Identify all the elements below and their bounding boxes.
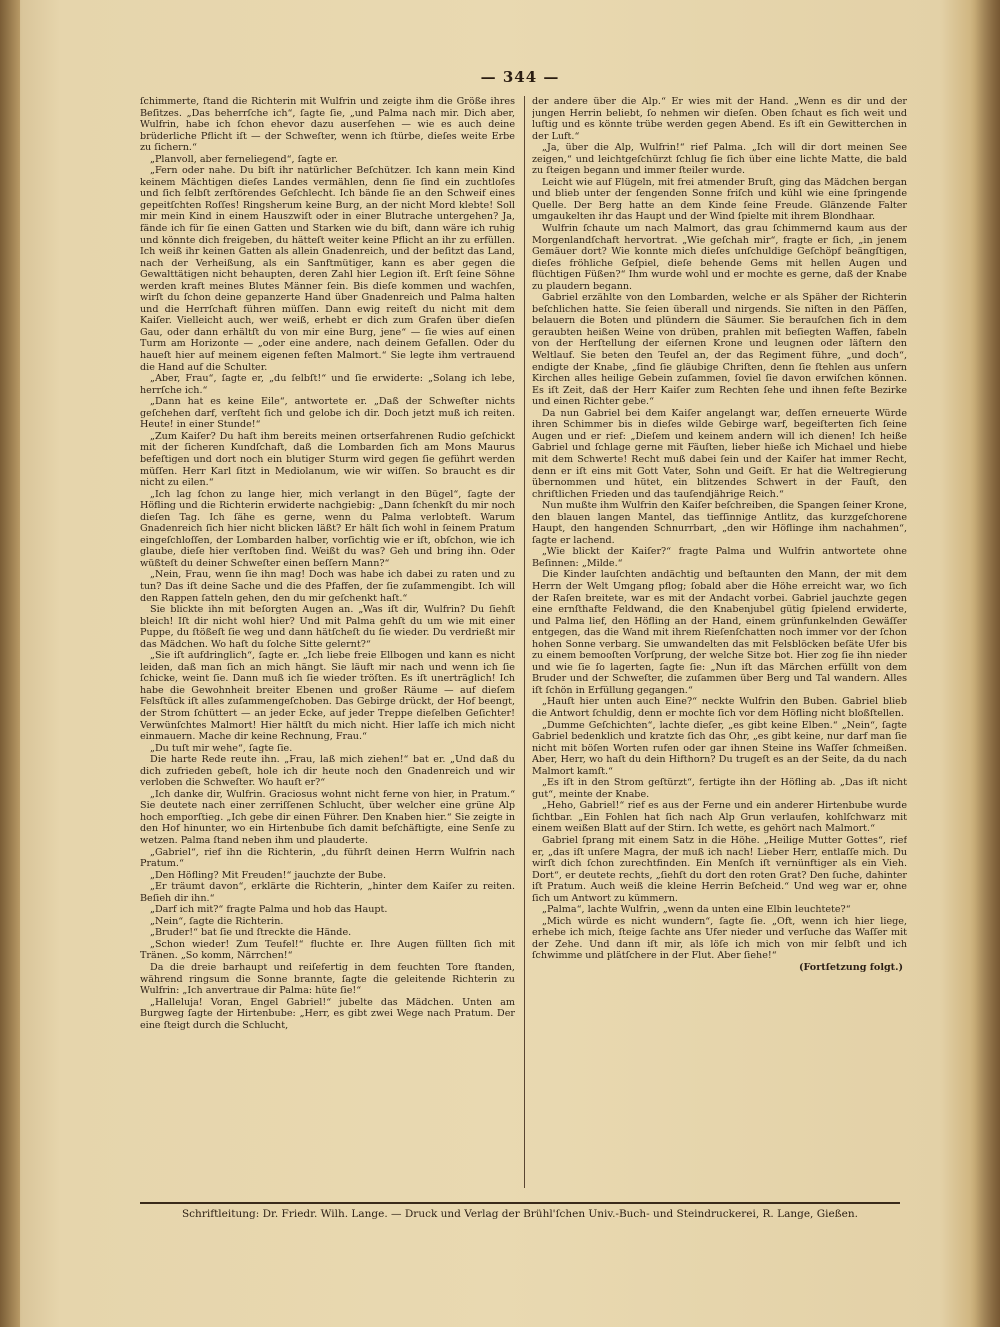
imprint-line: Schriftleitung: Dr. Friedr. Wilh. Lange. — Druck und Verlag der Brühl'ſchen Univ.-Buch- und Steindruckerei, R. Lange, Gießen. <box>181 1208 858 1220</box>
paragraph: „Heho, Gabriel!“ rief es aus der Ferne und ein anderer Hirtenbube wurde ſichtbar. „Ein Fohlen hat ſich nach Alp Grun verlaufen, kohlſchwarz mit einem weißen Blatt auf der Stirn. Ich wette, es gehört nach Malmort.“ <box>532 800 907 835</box>
paragraph: Leicht wie auf Flügeln, mit frei atmender Bruſt, ging das Mädchen bergan und blieb unter der ſengenden Sonne friſch und kühl wie eine ſpringende Quelle. Der Berg hatte an dem Kinde ſeine Freude. Glänzende Falter umgaukelten ihr das Haupt und der Wind ſpielte mit ihrem Blondhaar. <box>532 176 907 223</box>
paragraph: „Darf ich mit?“ fragte Palma und hob das Haupt. <box>150 904 388 916</box>
paragraph: „Gabriel“, rief ihn die Richterin, „du führſt deinen Herrn Wulfrin nach Pratum.“ <box>140 846 515 870</box>
paragraph: „Er träumt davon“, erklärte die Richterin, „hinter dem Kaiſer zu reiten. Beſieh dir ihn.“ <box>140 881 515 904</box>
paragraph: „Zum Kaiſer? Du haſt ihm bereits meinen ortserfahrenen Rudio geſchickt mit der ſicheren Kundſchaft, daß die Lombarden ſich am Mons Maurus befeſtigen und dort noch ein blutiger Sturm wird gegen ſie geführt werden müſſen. Herr Karl ſitzt in Mediolanum, wie wir wiſſen. So braucht es dir nicht zu eilen.“ <box>140 430 515 489</box>
paragraph: „Halleluja! Voran, Engel Gabriel!“ jubelte das Mädchen. Unten am Burgweg ſagte der Hirtenbube: „Herr, es gibt zwei Wege nach Pratum. Der eine ſteigt durch die Schlucht, <box>140 996 515 1031</box>
paragraph: „Sie iſt aufdringlich“, ſagte er. „Ich liebe freie Ellbogen und kann es nicht leiden, daß man ſich an mich hängt. Sie läuft mir nach und wenn ich ſie ſchicke, weint ſie. Dann muß ich ſie wieder tröſten. Es iſt unerträglich! Ich habe die Gewohnheit breiter Ebenen und großer Räume — auf dieſem Felsſtück iſt alles zuſammengeſchoben. Das Gebirge drückt, der Hof beengt, der Strom ſchüttert — an jeder Ecke, auf jeder Treppe dieſelben Geſichter! Verwünſchtes Malmort! Hier hältſt du mich nicht. Hier laſſe ich mich nicht einmauern. Mache dir keine Rechnung, Frau.“ <box>140 650 515 743</box>
paragraph: Die Kinder lauſchten andächtig und beſtaunten den Mann, der mit dem Herrn der Welt Umgang pflog; ſobald aber die Höhe erreicht war, wo ſich der Raſen breitete, war es mit der Andacht vorbei. Gabriel jauchzte gegen eine ernſthafte Feldwand, die den Knabenjubel gütig ſpielend erwiderte, und Palma lief, den Höfling an der Hand, einem grünfunkelnden Gewäſſer entgegen, das die Wand mit ihrem Rieſenſchatten noch immer vor der ſchon hohen Sonne verbarg. Sie umwandelten das mit Felsblöcken beſäte Ufer bis zu einem bemooſten Vorſprung, der welche Sitze bot. Hier zog ſie ihn nieder und wie ſie ſo lagerten, ſagte ſie: „Nun iſt das Märchen erfüllt von dem Bruder und der Schweſter, die zuſammen über Berg und Tal wandern. Alles iſt ſchön in Erfüllung gegangen.“ <box>532 569 907 696</box>
paragraph: „Schon wieder! Zum Teufel!“ fluchte er. Ihre Augen füllten ſich mit Tränen. „So komm, Närrchen!“ <box>140 938 515 962</box>
paragraph: Gabriel erzählte von den Lombarden, welche er als Späher der Richterin beſchlichen hatte. Sie ſeien überall und nirgends. Sie niſten in den Päſſen, belauern die Boten und plündern die Säumer. Sie berauſchen ſich in dem geraubten heißen Weine von drüben, prahlen mit beſiegten Waffen, fabeln von der Herſtellung der eiſernen Krone und leugnen oder läſtern den Weltlauf. Sie beten den Teufel an, der das Regiment führe, „und doch“, endigte der Knabe, „ſind ſie gläubige Chriſten, denn ſie ſtehlen aus unſern Kirchen alles heilige Gebein zuſammen, ſoviel ſie davon erwiſchen können. Es iſt Zeit, daß der Herr Kaiſer zum Rechten ſehe und ihnen feſte Bezirke und einen Richter gebe.“ <box>532 292 907 408</box>
paragraph: „Fern oder nahe. Du biſt ihr natürlicher Beſchützer. Ich kann mein Kind keinem Mächtigen dieſes Landes vermählen, denn ſie ſind ein zuchtloſes und ſich ſelbſt zerſtörendes Geſchlecht. Ich bände ſie an den Schweif eines gepeitſchten Roſſes! Ringsherum keine Burg, an der nicht Mord klebte! Soll mir mein Kind in einem Hauszwiſt oder in einer Blutrache untergehen? Ja, fände ich für ſie einen Gatten und Starken wie du biſt, dann wäre ich ruhig und könnte dich freigeben, du hätteſt weiter keine Pflicht an ihr zu erfüllen. Ich weiß ihr keinen Gatten als allein Gnadenreich, und der beſitzt das Land, nach der Verheißung, als ein Sanftmütiger, kann es aber gegen die Gewalttätigen nicht behaupten, deren Zahl hier Legion iſt. Erſt ſeine Söhne werden kraft meines Blutes Männer ſein. Bis dieſe kommen und wachſen, wirſt du ſchon deine gepanzerte Hand über Gnadenreich und Palma halten und die Herrſchaft führen müſſen. Dann ewig reiteſt du nicht mit dem Kaiſer. Vielleicht auch, wer weiß, erhebt er dich zum Grafen über dieſen Gau, oder dann erhältſt du von mir eine Burg, jene“ — ſie wies auf einen Turm am Horizonte — „oder eine andere, nach deinem Gefallen. Oder du haueſt hier auf meinem eigenen feſten Malmort.“ Sie legte ihm vertrauend die Hand auf die Schulter. <box>140 165 515 373</box>
column-divider <box>524 96 525 1188</box>
paragraph: der andere über die Alp.“ Er wies mit der Hand. „Wenn es dir und der jungen Herrin beliebt, ſo nehmen wir dieſen. Oben ſchaut es ſich weit und luſtig und es könnte trübe werden gegen Abend. Es iſt ein Gewitterchen in der Luft.“ <box>532 96 907 142</box>
paragraph: „Du tuſt mir wehe“, ſagte ſie. <box>150 742 293 754</box>
paragraph: „Dumme Geſchichten“, lachte dieſer, „es gibt keine Elben.“ „Nein“, ſagte Gabriel bedenklich und kratzte ſich das Ohr, „es gibt keine, nur darf man ſie nicht mit böſen Worten rufen oder gar ihnen Steine ins Waſſer ſchmeißen. Aber, Herr, wo haſt du dein Hifthorn? Du trugeſt es an der Seite, da du nach Malmort kamſt.“ <box>532 719 907 777</box>
footer-rule <box>140 1202 900 1204</box>
paragraph: Wulfrin ſchaute um nach Malmort, das grau ſchimmernd kaum aus der Morgenlandſchaft hervortrat. „Wie geſchah mir“, fragte er ſich, „in jenem Gemäuer dort? Wie konnte mich dieſes unſchuldige Geſchöpf beängſtigen, dieſes fröhliche Geſpiel, dieſe behende Gems mit hellen Augen und flüchtigen Füßen?“ Ihm wurde wohl und er mochte es gerne, daß der Knabe zu plaudern begann. <box>532 223 907 292</box>
paragraph: „Aber, Frau“, ſagte er, „du ſelbſt!“ und ſie erwiderte: „Solang ich lebe, herrſche ich.“ <box>140 373 515 396</box>
book-binding <box>0 0 20 1327</box>
paragraph: „Nein“, ſagte die Richterin. <box>150 915 284 927</box>
paragraph: Nun mußte ihm Wulfrin den Kaiſer beſchreiben, die Spangen ſeiner Krone, den blauen langen Mantel, das tiefſinnige Antlitz, das kurzgeſchorene Haupt, den hangenden Schnurrbart, „den wir Höflinge ihm nachahmen“, ſagte er lachend. <box>532 500 907 546</box>
page-edge-shadow <box>970 0 1000 1327</box>
paragraph: Die harte Rede reute ihn. „Frau, laß mich ziehen!“ bat er. „Und daß du dich zufrieden gebeſt, hole ich dir heute noch den Gnadenreich und wir verloben die Schweſter. Wo hauſt er?“ <box>140 754 515 789</box>
right-column <box>532 96 907 1196</box>
paragraph: „Ich danke dir, Wulfrin. Graciosus wohnt nicht ferne von hier, in Pratum.“ Sie deutete nach einer zerriſſenen Schlucht, über welcher eine grüne Alp hoch emporſtieg. „Ich gebe dir einen Führer. Den Knaben hier.“ Sie zeigte in den Hof hinunter, wo ein Hirtenbube ſich damit beſchäftigte, eine Senſe zu wetzen. Palma ſtand neben ihm und plauderte. <box>140 788 515 846</box>
paragraph: „Es iſt in den Strom geſtürzt“, fertigte ihn der Höfling ab. „Das iſt nicht gut“, meinte der Knabe. <box>532 777 907 800</box>
paragraph: „Dann hat es keine Eile“, antwortete er. „Daß der Schweſter nichts geſchehen darf, verſteht ſich und gelobe ich dir. Doch jetzt muß ich reiten. Heute! in einer Stunde!“ <box>140 396 515 431</box>
paragraph: Da die dreie barhaupt und reiſefertig in dem feuchten Tore ſtanden, während ringsum die Sonne brannte, ſagte die geleitende Richterin zu Wulfrin: „Ich anvertraue dir Palma: hüte ſie!“ <box>140 962 515 997</box>
paragraph: „Palma“, lachte Wulfrin, „wenn da unten eine Elbin leuchtete?“ <box>542 904 851 916</box>
continuation-note: (Fortſetzung folgt.) <box>798 962 903 974</box>
paragraph: „Ja, über die Alp, Wulfrin!“ rief Palma. „Ich will dir dort meinen See zeigen,“ und leichtgeſchürzt ſchlug ſie ſich über eine lichte Matte, die bald zu ſteigen begann und immer ſteiler wurde. <box>532 142 907 177</box>
paragraph: „Nein, Frau, wenn ſie ihn mag! Doch was habe ich dabei zu raten und zu tun? Das iſt deine Sache und die des Pfaffen, der ſie zuſammengibt. Ich will den Rappen ſatteln gehen, den du mir geſchenkt haſt.“ <box>140 569 515 604</box>
paragraph: „Den Höfling? Mit Freuden!“ jauchzte der Bube. <box>150 869 387 881</box>
paragraph: Gabriel ſprang mit einem Satz in die Höhe. „Heilige Mutter Gottes“, rief er, „das iſt unſere Magra, der muß ich nach! Lieber Herr, entlaſſe mich. Du wirſt dich ſchon zurechtfinden. Ein Menſch iſt vernünftiger als ein Vieh. Dort“, er deutete rechts, „ſiehſt du dort den roten Grat? Den ſuche, dahinter iſt Pratum. Auch weiß die kleine Herrin Beſcheid.“ Und weg war er, ohne ſich um Antwort zu kümmern. <box>532 835 907 904</box>
paragraph: „Ich lag ſchon zu lange hier, mich verlangt in den Bügel“, ſagte der Höfling und die Richterin erwiderte nachgiebig: „Dann ſchenkſt du mir noch dieſen Tag. Ich ſähe es gerne, wenn du Palma verlobteſt. Warum Gnadenreich ſich hier nicht blicken läßt? Er hält ſich wohl in ſeinem Pratum eingeſchloſſen, der Lombarden halber, vorſichtig wie er iſt, obſchon, wie ich glaube, dieſe hier verſtoben ſind. Weißt du was? Geh und bring ihn. Oder wüßteſt du deiner Schweſter einen beſſern Mann?“ <box>140 488 515 569</box>
paragraph: „Mich würde es nicht wundern“, ſagte ſie. „Oft, wenn ich hier liege, erhebe ich mich, ſteige ſachte ans Ufer nieder und verſuche das Waſſer mit der Zehe. Und dann iſt mir, als löſe ich mich von mir ſelbſt und ich ſchwimme und plätſchere in der Flut. Aber ſiehe!“ <box>532 915 907 962</box>
left-column <box>140 96 515 1196</box>
paragraph: „Wie blickt der Kaiſer?“ fragte Palma und Wulfrin antwortete ohne Beſinnen: „Milde.“ <box>532 546 907 569</box>
paragraph: „Planvoll, aber ferneliegend“, ſagte er. <box>150 153 338 165</box>
paragraph: „Hauſt hier unten auch Eine?“ neckte Wulfrin den Buben. Gabriel blieb die Antwort ſchuldig, denn er mochte ſich vor dem Höfling nicht bloßſtellen. <box>532 696 907 719</box>
paragraph: ſchimmerte, ſtand die Richterin mit Wulfrin und zeigte ihm die Größe ihres Beſitzes. „Das beherrſche ich“, ſagte ſie, „und Palma nach mir. Dich aber, Wulfrin, habe ich ſchon ehevor dazu auserſehen — wie es auch deine brüderliche Pflicht iſt — der Schweſter, wenn ich ſtürbe, dieſes weite Erbe zu ſichern.“ <box>140 96 515 154</box>
paragraph: Da nun Gabriel bei dem Kaiſer angelangt war, deſſen erneuerte Würde ihren Schimmer bis in dieſes wilde Gebirge warf, begeiſterten ſich ſeine Augen und er rief: „Dieſem und keinem andern will ich dienen! Ich heiße Gabriel und ſchlage gerne mit Fäuſten, lieber hieße ich Michael und hiebe mit dem Schwerte! Recht muß dabei ſein und der Kaiſer hat immer Recht, denn er iſt eins mit Gott Vater, Sohn und Geiſt. Er hat die Weltregierung übernommen und hütet, ein blitzendes Schwert in der Fauſt, den chriſtlichen Frieden und das tauſendjährige Reich.“ <box>532 407 907 500</box>
paragraph: Sie blickte ihn mit beſorgten Augen an. „Was iſt dir, Wulfrin? Du ſiehſt bleich! Iſt dir nicht wohl hier? Und mit Palma gehſt du um wie mit einer Puppe, du ſtößeſt ſie weg und dann hätſcheſt du ſie wieder. Du verdrießt mir das Mädchen. Wo haſt du ſolche Sitte gelernt?“ <box>140 604 515 650</box>
page-number: — 344 — <box>480 68 560 86</box>
paragraph: „Bruder!“ bat ſie und ſtreckte die Hände. <box>150 927 352 939</box>
page-content <box>140 60 907 1300</box>
